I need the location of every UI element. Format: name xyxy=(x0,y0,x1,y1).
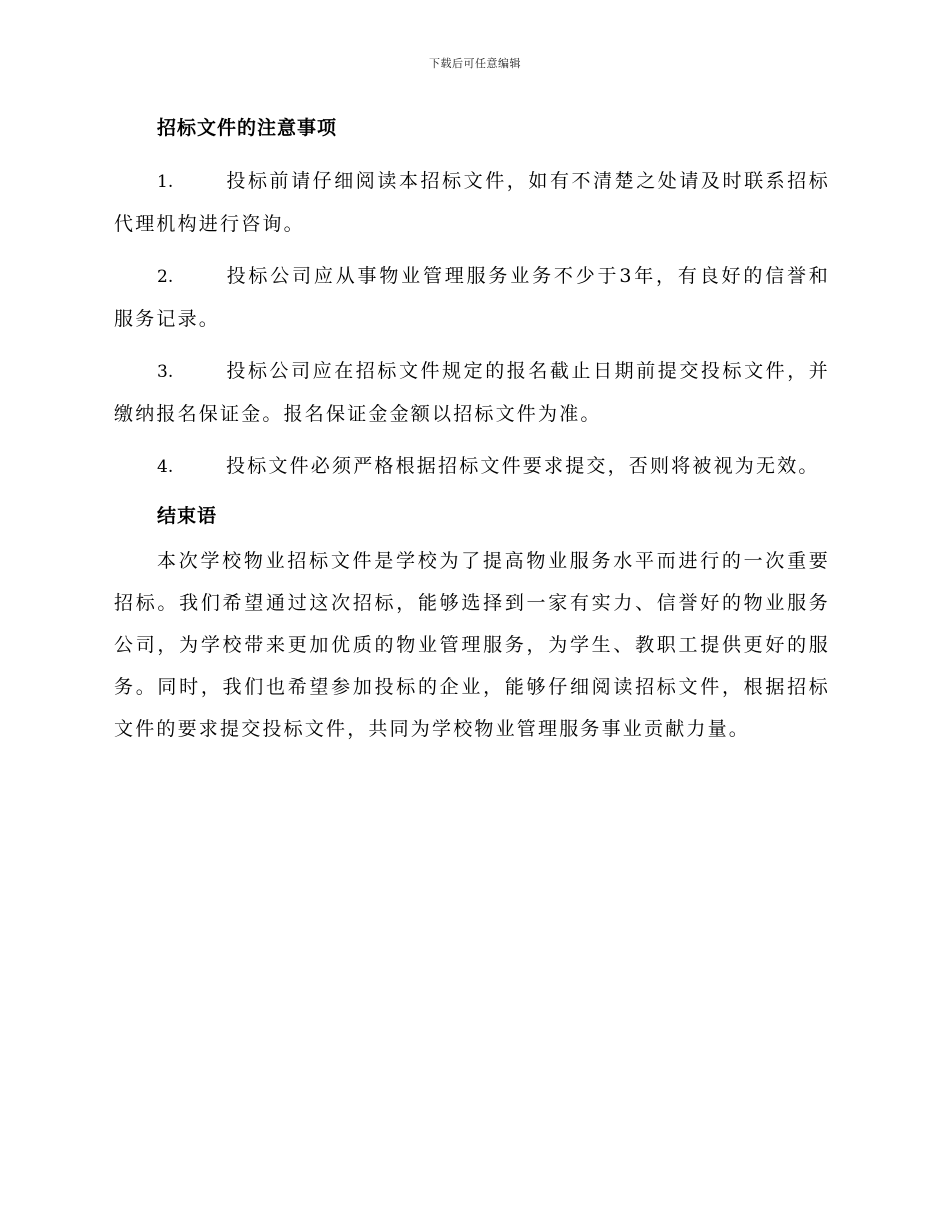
notice-item-text: 投标文件必须严格根据招标文件要求提交，否则将被视为无效。 xyxy=(226,455,820,477)
conclusion-paragraph: 本次学校物业招标文件是学校为了提高物业服务水平而进行的一次重要招标。我们希望通过这次招标，能够选择到一家有实力、信誉好的物业服务公司，为学校带来更加优质的物业管理服务，为学生、教职工提供更好的服务。同时，我们也希望参加投标的企业，能够仔细阅读招标文件，根据招标文件的要求提交投标文件，共同为学校物业管理服务事业贡献力量。 xyxy=(114,550,830,740)
notice-item-4 xyxy=(114,445,830,488)
notice-item-number: 3. xyxy=(157,362,174,382)
notice-item-2 xyxy=(114,255,830,340)
notice-item-text: 投标公司应从事物业管理服务业务不少于3年，有良好的信誉和服务记录。 xyxy=(114,265,830,330)
notice-item-text: 投标前请仔细阅读本招标文件，如有不清楚之处请及时联系招标代理机构进行咨询。 xyxy=(114,170,830,235)
header-note: 下载后可任意编辑 xyxy=(429,57,521,70)
document-content xyxy=(114,110,830,750)
notice-item-text: 投标公司应在招标文件规定的报名截止日期前提交投标文件，并缴纳报名保证金。报名保证金金额以招标文件为准。 xyxy=(114,360,830,425)
notice-item-number: 2. xyxy=(157,267,174,287)
notice-item-number: 1. xyxy=(157,172,174,192)
notice-item-3 xyxy=(114,350,830,435)
section-heading-conclusion: 结束语 xyxy=(157,505,218,527)
notice-item-1 xyxy=(114,160,830,245)
notice-item-number: 4. xyxy=(157,457,174,477)
section-heading-notes: 招标文件的注意事项 xyxy=(157,117,338,139)
